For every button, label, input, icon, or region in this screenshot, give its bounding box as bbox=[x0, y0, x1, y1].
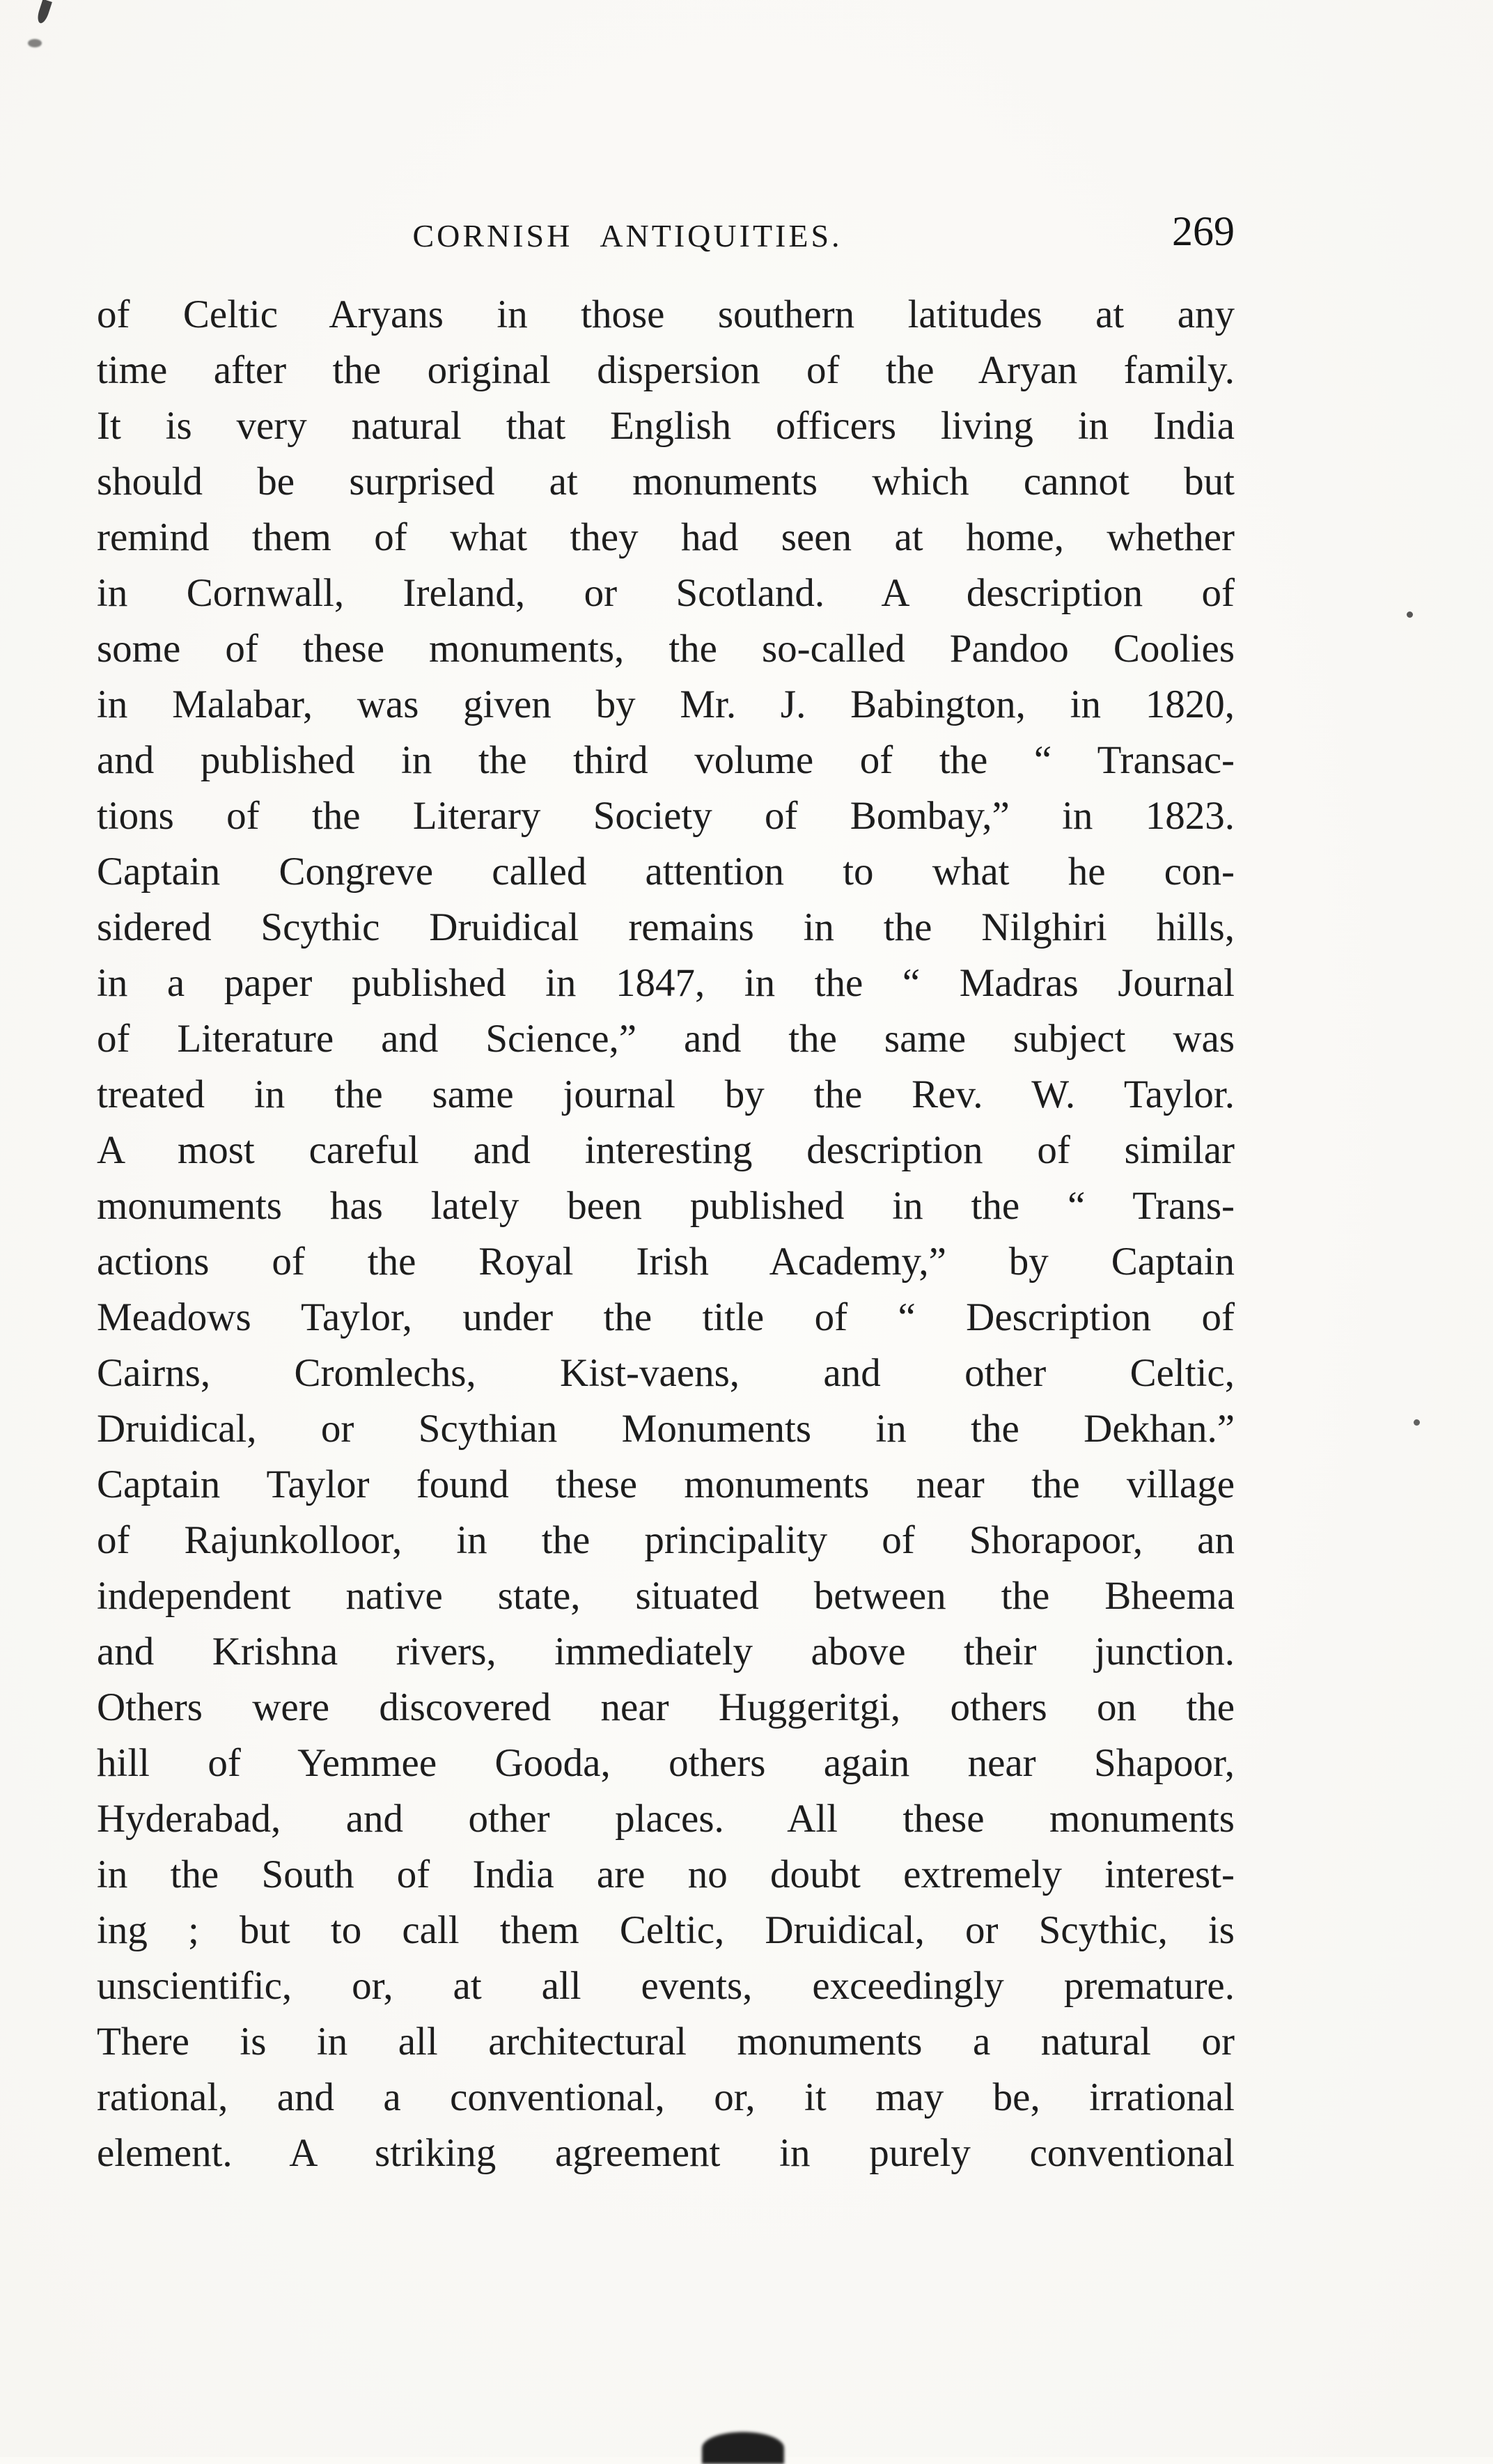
text-line: A most careful and interesting description of similar bbox=[97, 1128, 1235, 1172]
text-line: in Cornwall, Ireland, or Scotland. A description of bbox=[97, 571, 1235, 615]
running-title: CORNISH ANTIQUITIES. bbox=[412, 218, 843, 254]
text-line: should be surprised at monuments which cannot but bbox=[97, 460, 1235, 504]
text-line: treated in the same journal by the Rev. W. Taylor. bbox=[97, 1073, 1235, 1116]
text-line: rational, and a conventional, or, it may be, irrational bbox=[97, 2075, 1235, 2119]
scan-artifact-smudge bbox=[702, 2432, 784, 2464]
text-line: Others were discovered near Huggeritgi, others on the bbox=[97, 1685, 1235, 1729]
scan-artifact-ink-mark bbox=[36, 0, 52, 24]
text-line: remind them of what they had seen at home, whether bbox=[97, 515, 1235, 559]
text-line: in the South of India are no doubt extremely interest- bbox=[97, 1853, 1235, 1896]
page-number: 269 bbox=[1172, 208, 1235, 254]
scan-artifact-dot bbox=[1407, 611, 1413, 618]
text-line: in Malabar, was given by Mr. J. Babington, in 1820, bbox=[97, 683, 1235, 726]
text-line: Cairns, Cromlechs, Kist-vaens, and other Celtic, bbox=[97, 1351, 1235, 1395]
text-line: hill of Yemmee Gooda, others again near Shapoor, bbox=[97, 1741, 1235, 1785]
text-line: time after the original dispersion of the Aryan family. bbox=[97, 348, 1235, 392]
text-line: tions of the Literary Society of Bombay,” in 1823. bbox=[97, 794, 1235, 838]
text-line: unscientific, or, at all events, exceedingly premature. bbox=[97, 1964, 1235, 2008]
text-line: some of these monuments, the so-called Pandoo Coolies bbox=[97, 627, 1235, 671]
text-line: It is very natural that English officers living in India bbox=[97, 404, 1235, 448]
scan-artifact-dot bbox=[1414, 1419, 1420, 1426]
text-line: of Literature and Science,” and the same subject was bbox=[97, 1017, 1235, 1061]
text-line: actions of the Royal Irish Academy,” by Captain bbox=[97, 1240, 1235, 1284]
scan-artifact-ink-mark bbox=[28, 39, 42, 47]
text-line: Hyderabad, and other places. All these monuments bbox=[97, 1797, 1235, 1841]
text-line: and published in the third volume of the “ Transac- bbox=[97, 738, 1235, 782]
body-text bbox=[97, 287, 1235, 2181]
text-line: independent native state, situated between the Bheema bbox=[97, 1574, 1235, 1618]
text-line: in a paper published in 1847, in the “ Madras Journal bbox=[97, 961, 1235, 1005]
text-line: Captain Taylor found these monuments near the village bbox=[97, 1463, 1235, 1506]
text-line: monuments has lately been published in the “ Trans- bbox=[97, 1184, 1235, 1228]
text-line: ing ; but to call them Celtic, Druidical, or Scythic, is bbox=[97, 1908, 1235, 1952]
text-line: Captain Congreve called attention to what he con- bbox=[97, 850, 1235, 894]
page-header bbox=[97, 208, 1235, 277]
text-line: element. A striking agreement in purely conventional bbox=[97, 2131, 1235, 2175]
text-line: and Krishna rivers, immediately above their junction. bbox=[97, 1630, 1235, 1674]
text-line: of Celtic Aryans in those southern latitudes at any bbox=[97, 293, 1235, 336]
text-line: sidered Scythic Druidical remains in the Nilghiri hills, bbox=[97, 905, 1235, 949]
text-line: There is in all architectural monuments a natural or bbox=[97, 2020, 1235, 2064]
text-line: Meadows Taylor, under the title of “ Description of bbox=[97, 1295, 1235, 1339]
text-line: Druidical, or Scythian Monuments in the Dekhan.” bbox=[97, 1407, 1235, 1451]
text-line: of Rajunkolloor, in the principality of Shorapoor, an bbox=[97, 1518, 1235, 1562]
